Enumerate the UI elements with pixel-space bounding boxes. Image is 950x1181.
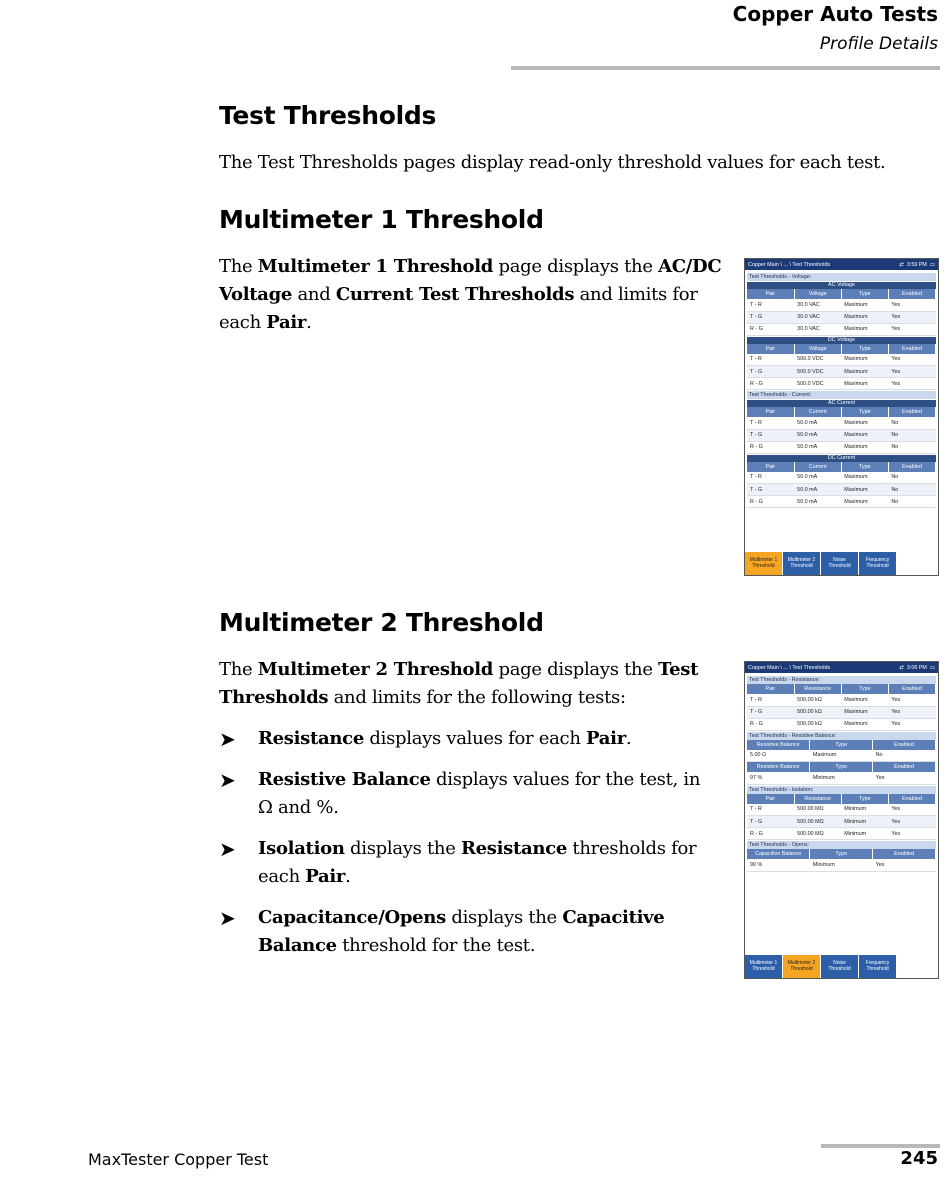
table-header-row — [747, 762, 936, 772]
table-cell: Minimum — [810, 772, 873, 784]
table-cell: T - R — [747, 354, 794, 366]
device-body — [745, 673, 938, 872]
mm1-heading: Multimeter 1 Threshold — [219, 205, 544, 234]
bold-term: Current Test Thresholds — [335, 284, 575, 305]
device-title-bar — [745, 259, 938, 270]
table-cell: Yes — [888, 816, 935, 828]
table-cell: Yes — [888, 354, 935, 366]
column-header: Current — [794, 462, 841, 472]
table-cell: Maximum — [841, 441, 888, 453]
table-header-row — [747, 289, 936, 299]
text-run: and limits for each — [219, 284, 698, 333]
column-header: Pair — [747, 794, 794, 804]
table-cell: Minimum — [810, 859, 873, 871]
bold-term: Isolation — [258, 838, 345, 859]
column-header: Pair — [747, 462, 794, 472]
device-tab[interactable] — [859, 955, 897, 978]
threshold-group-title: AC Current — [747, 400, 936, 407]
bold-term: Capacitance/Opens — [258, 907, 446, 928]
table-cell: T - G — [747, 429, 794, 441]
table-cell: Yes — [888, 311, 935, 323]
table-row — [747, 750, 936, 762]
tab-label: Threshold — [866, 966, 889, 972]
table-cell: Maximum — [810, 750, 873, 762]
bold-term: Multimeter 2 Threshold — [257, 659, 494, 680]
column-header: Enabled — [873, 740, 936, 750]
table-row — [747, 859, 936, 871]
text-run: displays the — [445, 907, 563, 928]
column-header: Type — [841, 684, 888, 694]
device-tab-bar — [745, 955, 897, 978]
table-cell: 500.00 kΩ — [794, 718, 841, 730]
bold-term: AC/DC Voltage — [219, 256, 722, 305]
table-cell: Maximum — [841, 299, 888, 311]
device-tab[interactable] — [783, 955, 821, 978]
column-header: Enabled — [888, 462, 935, 472]
column-header: Type — [841, 289, 888, 299]
table-row — [747, 429, 936, 441]
tab-label: Threshold — [866, 563, 889, 569]
device-tab[interactable] — [783, 552, 821, 575]
table-cell: R - G — [747, 828, 794, 840]
table-cell: No — [888, 429, 935, 441]
column-header: Enabled — [888, 407, 935, 417]
device-breadcrumb: Copper Main \ ... \ Test Thresholds — [748, 664, 831, 671]
table-row — [747, 354, 936, 366]
device-title-bar — [745, 662, 938, 673]
table-cell: Maximum — [841, 484, 888, 496]
text-run: displays the — [344, 838, 461, 859]
table-row — [747, 718, 936, 730]
column-header: Type — [810, 762, 873, 772]
table-header-row — [747, 794, 936, 804]
table-cell: 50.0 mA — [794, 472, 841, 484]
table-cell: R - G — [747, 323, 794, 335]
column-header: Pair — [747, 344, 794, 354]
mm2-paragraph — [219, 656, 729, 712]
bullet-arrow-icon: ➤ — [219, 727, 236, 751]
bold-term: Resistance — [258, 728, 364, 749]
bold-term: Multimeter 1 Threshold — [257, 256, 494, 277]
text-run: . — [345, 866, 351, 887]
table-cell: Minimum — [841, 804, 888, 816]
table-cell: Maximum — [841, 472, 888, 484]
device-body — [745, 270, 938, 508]
text-run: . — [625, 728, 632, 749]
sync-icon: ⇄ — [899, 261, 904, 268]
table-cell: No — [888, 472, 935, 484]
table-cell: Yes — [888, 299, 935, 311]
table-cell: 50.0 mA — [794, 484, 841, 496]
column-header: Type — [841, 407, 888, 417]
column-header: Enabled — [873, 762, 936, 772]
threshold-section-label: Test Thresholds - Current: — [747, 391, 936, 399]
device-tab[interactable] — [745, 955, 783, 978]
table-row — [747, 472, 936, 484]
text-run: page displays the — [493, 256, 659, 277]
column-header: Resistive Balance — [747, 762, 810, 772]
bold-term: Test Thresholds — [219, 659, 699, 708]
text-run: thresholds for each — [258, 838, 697, 887]
table-cell: Maximum — [841, 311, 888, 323]
table-cell: T - R — [747, 694, 794, 706]
column-header: Type — [841, 462, 888, 472]
threshold-table — [747, 344, 936, 391]
tab-label: Threshold — [790, 563, 813, 569]
table-cell: 500.00 MΩ — [794, 804, 841, 816]
threshold-table — [747, 462, 936, 509]
table-cell: Maximum — [841, 429, 888, 441]
tab-label: Frequency — [865, 960, 890, 966]
table-cell: Maximum — [841, 417, 888, 429]
table-cell: No — [888, 441, 935, 453]
mm2-bullet-list — [219, 725, 719, 973]
threshold-table — [747, 762, 936, 785]
table-cell: Yes — [888, 828, 935, 840]
table-row — [747, 496, 936, 508]
table-row — [747, 772, 936, 784]
header-rule — [511, 66, 940, 70]
table-cell: No — [873, 750, 936, 762]
table-cell: Yes — [888, 378, 935, 390]
column-header: Type — [810, 849, 873, 859]
device-tab[interactable] — [821, 955, 859, 978]
threshold-section-label: Test Thresholds - Resistive Balance: — [747, 732, 936, 740]
table-cell: Yes — [873, 859, 936, 871]
tab-label: Threshold — [828, 966, 851, 972]
table-cell: T - G — [747, 706, 794, 718]
tab-label: Noise — [833, 557, 846, 563]
mm1-paragraph — [219, 253, 739, 337]
tab-label: Multimeter 2 — [787, 960, 816, 966]
device-clock: 3:06 PM — [906, 664, 927, 671]
tab-label: Threshold — [752, 563, 775, 569]
threshold-section-label: Test Thresholds - Voltage: — [747, 273, 936, 281]
table-cell: Maximum — [841, 694, 888, 706]
table-cell: Maximum — [841, 718, 888, 730]
column-header: Capacitive Balance — [747, 849, 810, 859]
bold-term: Pair — [586, 728, 626, 749]
column-header: Current — [794, 407, 841, 417]
mm2-screenshot — [744, 661, 939, 979]
text-run: and limits for the following tests: — [328, 687, 626, 708]
table-cell: T - G — [747, 816, 794, 828]
table-cell: 500.0 VDC — [794, 366, 841, 378]
threshold-table — [747, 289, 936, 336]
table-header-row — [747, 344, 936, 354]
table-cell: T - G — [747, 366, 794, 378]
battery-icon: ▭ — [929, 261, 935, 268]
table-row — [747, 311, 936, 323]
table-cell: No — [888, 417, 935, 429]
bullet-item — [219, 725, 719, 753]
mm1-screenshot — [744, 258, 939, 576]
table-row — [747, 366, 936, 378]
device-tab[interactable] — [745, 552, 783, 575]
table-cell: Yes — [888, 804, 935, 816]
text-run: . — [306, 312, 312, 333]
column-header: Pair — [747, 684, 794, 694]
bullet-arrow-icon: ➤ — [219, 837, 236, 861]
tab-label: Threshold — [828, 563, 851, 569]
table-row — [747, 816, 936, 828]
table-cell: 5.00 Ω — [747, 750, 810, 762]
table-cell: 30.0 VAC — [794, 323, 841, 335]
page-number: 245 — [900, 1148, 938, 1169]
table-row — [747, 323, 936, 335]
table-cell: Maximum — [841, 354, 888, 366]
table-header-row — [747, 407, 936, 417]
column-header: Enabled — [873, 849, 936, 859]
table-cell: 90 % — [747, 859, 810, 871]
column-header: Type — [841, 794, 888, 804]
table-row — [747, 417, 936, 429]
table-cell: 500.00 MΩ — [794, 828, 841, 840]
table-cell: 97 % — [747, 772, 810, 784]
column-header: Enabled — [888, 684, 935, 694]
table-row — [747, 484, 936, 496]
mm2-heading: Multimeter 2 Threshold — [219, 608, 544, 637]
text-run: and — [292, 284, 336, 305]
threshold-table — [747, 849, 936, 872]
bullet-arrow-icon: ➤ — [219, 768, 236, 792]
table-cell: T - R — [747, 472, 794, 484]
text-run: page displays the — [493, 659, 659, 680]
tab-label: Threshold — [790, 966, 813, 972]
sync-icon: ⇄ — [899, 664, 904, 671]
device-tab[interactable] — [859, 552, 897, 575]
device-tab-bar — [745, 552, 897, 575]
table-cell: Yes — [888, 323, 935, 335]
bullet-item — [219, 766, 719, 822]
text-run: displays values for each — [364, 728, 587, 749]
table-cell: T - G — [747, 311, 794, 323]
table-cell: R - G — [747, 718, 794, 730]
table-row — [747, 694, 936, 706]
threshold-table — [747, 407, 936, 454]
table-cell: Yes — [888, 366, 935, 378]
table-cell: R - G — [747, 378, 794, 390]
threshold-group-title: DC Voltage — [747, 337, 936, 344]
column-header: Resistance — [794, 794, 841, 804]
table-cell: T - R — [747, 417, 794, 429]
table-cell: Maximum — [841, 323, 888, 335]
table-cell: Yes — [888, 706, 935, 718]
table-cell: Maximum — [841, 706, 888, 718]
table-cell: R - G — [747, 496, 794, 508]
bold-term: Capacitive Balance — [258, 907, 665, 956]
battery-icon: ▭ — [929, 664, 935, 671]
table-row — [747, 441, 936, 453]
table-row — [747, 828, 936, 840]
table-cell: 500.0 VDC — [794, 378, 841, 390]
column-header: Enabled — [888, 794, 935, 804]
column-header: Voltage — [794, 289, 841, 299]
section-title: Test Thresholds — [219, 101, 437, 130]
table-cell: R - G — [747, 441, 794, 453]
tab-label: Multimeter 1 — [749, 960, 778, 966]
table-cell: 500.0 VDC — [794, 354, 841, 366]
text-run: The — [219, 659, 258, 680]
table-cell: 500.00 kΩ — [794, 706, 841, 718]
table-row — [747, 804, 936, 816]
table-cell: 50.0 mA — [794, 417, 841, 429]
table-cell: 500.00 kΩ — [794, 694, 841, 706]
threshold-section-label: Test Thresholds - Resistance: — [747, 676, 936, 684]
tab-label: Threshold — [752, 966, 775, 972]
table-cell: T - R — [747, 299, 794, 311]
table-cell: 500.00 MΩ — [794, 816, 841, 828]
bold-term: Pair — [266, 312, 307, 333]
footer-doc-title: MaxTester Copper Test — [88, 1150, 269, 1169]
table-cell: 30.0 VAC — [794, 311, 841, 323]
bullet-item — [219, 904, 719, 960]
device-status — [899, 262, 935, 268]
column-header: Type — [810, 740, 873, 750]
table-cell: 50.0 mA — [794, 441, 841, 453]
table-cell: Maximum — [841, 366, 888, 378]
table-row — [747, 299, 936, 311]
column-header: Pair — [747, 407, 794, 417]
column-header: Voltage — [794, 344, 841, 354]
table-row — [747, 378, 936, 390]
text-run: threshold for the test. — [336, 935, 536, 956]
table-cell: 50.0 mA — [794, 429, 841, 441]
column-header: Enabled — [888, 289, 935, 299]
bullet-arrow-icon: ➤ — [219, 906, 236, 930]
column-header: Enabled — [888, 344, 935, 354]
table-header-row — [747, 684, 936, 694]
table-cell: Maximum — [841, 378, 888, 390]
column-header: Resistive Balance — [747, 740, 810, 750]
table-cell: 50.0 mA — [794, 496, 841, 508]
table-cell: T - G — [747, 484, 794, 496]
table-cell: Yes — [888, 718, 935, 730]
bullet-item — [219, 835, 719, 891]
tab-label: Multimeter 1 — [749, 557, 778, 563]
threshold-table — [747, 684, 936, 731]
text-run: displays values for the test, in Ω and %. — [258, 769, 701, 818]
table-header-row — [747, 462, 936, 472]
table-cell: No — [888, 496, 935, 508]
table-cell: Minimum — [841, 816, 888, 828]
bold-term: Pair — [305, 866, 346, 887]
device-clock: 3:59 PM — [906, 261, 927, 268]
device-breadcrumb: Copper Main \ ... \ Test Thresholds — [748, 261, 831, 268]
column-header: Pair — [747, 289, 794, 299]
tab-label: Multimeter 2 — [787, 557, 816, 563]
table-header-row — [747, 740, 936, 750]
table-header-row — [747, 849, 936, 859]
column-header: Type — [841, 344, 888, 354]
threshold-table — [747, 740, 936, 763]
tab-label: Noise — [833, 960, 846, 966]
table-row — [747, 706, 936, 718]
threshold-table — [747, 794, 936, 841]
device-status — [899, 665, 935, 671]
text-run: The — [219, 256, 258, 277]
table-cell: Minimum — [841, 828, 888, 840]
table-cell: Maximum — [841, 496, 888, 508]
table-cell: 30.0 VAC — [794, 299, 841, 311]
bold-term: Resistance — [461, 838, 567, 859]
device-tab[interactable] — [821, 552, 859, 575]
running-header-title: Copper Auto Tests — [732, 2, 938, 26]
threshold-group-title: DC Current — [747, 455, 936, 462]
running-header-subtitle: Profile Details — [819, 34, 938, 54]
section-intro: The Test Thresholds pages display read-only threshold values for each test. — [219, 152, 886, 173]
column-header: Resistance — [794, 684, 841, 694]
table-cell: T - R — [747, 804, 794, 816]
threshold-section-label: Test Thresholds - Isolation: — [747, 786, 936, 794]
table-cell: Yes — [888, 694, 935, 706]
table-cell: No — [888, 484, 935, 496]
threshold-section-label: Test Thresholds - Opens: — [747, 841, 936, 849]
threshold-group-title: AC Voltage — [747, 282, 936, 289]
bold-term: Resistive Balance — [258, 769, 431, 790]
tab-label: Frequency — [865, 557, 890, 563]
table-cell: Yes — [873, 772, 936, 784]
